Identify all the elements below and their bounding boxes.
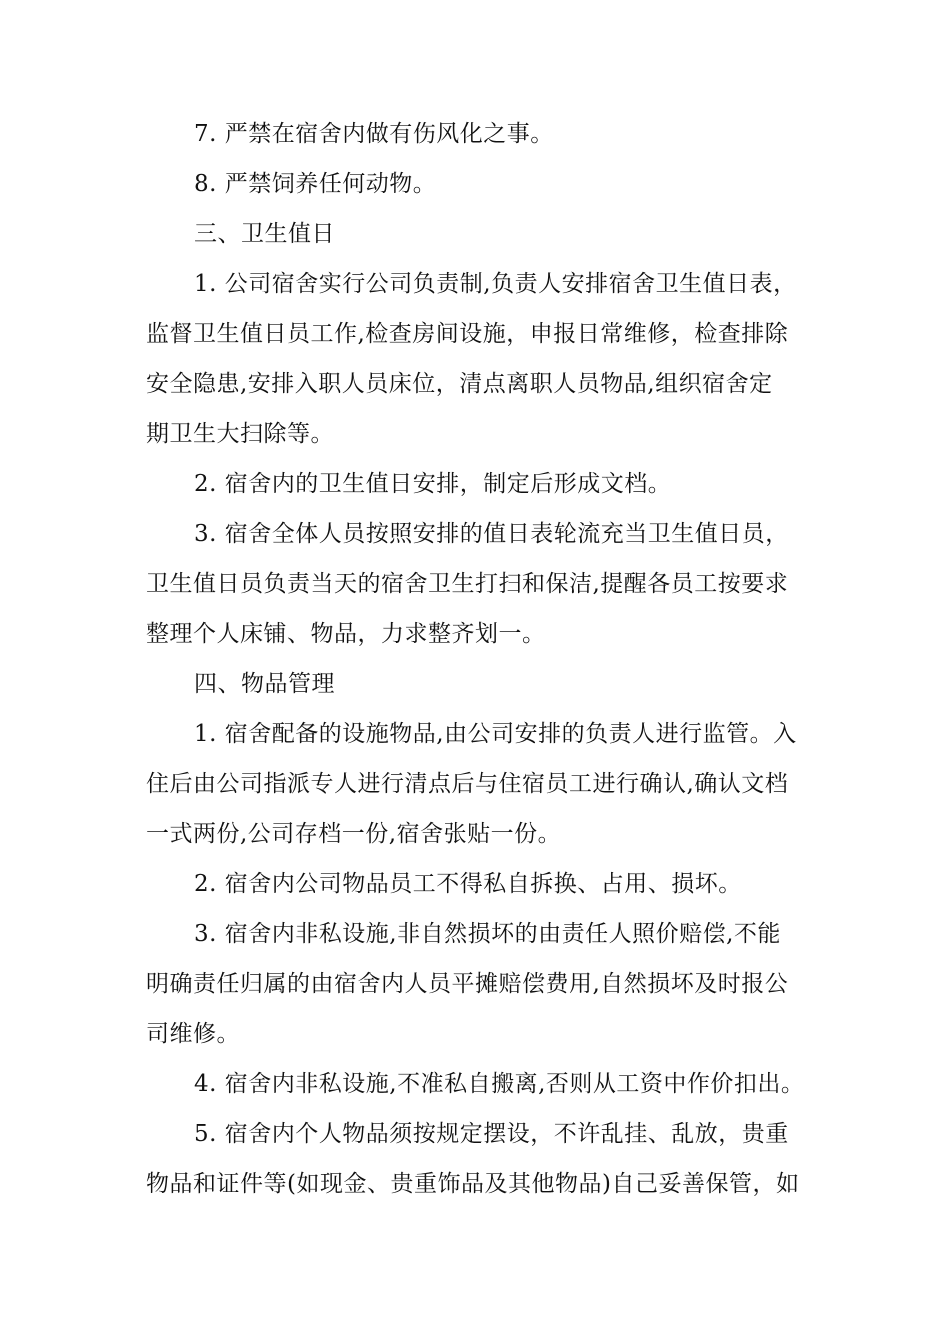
items-item-2-line: 2. 宿舍内公司物品员工不得私自拆换、占用、损坏。 (194, 871, 742, 897)
hygiene-item-2-line: 2. 宿舍内的卫生值日安排，制定后形成文档。 (194, 471, 672, 497)
items-item-1-line-2: 住后由公司指派专人进行清点后与住宿员工进行确认,确认文档 (146, 771, 789, 797)
hygiene-item-3-line-3: 整理个人床铺、物品，力求整齐划一。 (146, 621, 546, 647)
hygiene-item-1-line-3: 安全隐患,安排入职人员床位，清点离职人员物品,组织宿舍定 (146, 371, 773, 397)
items-item-1-line-3: 一式两份,公司存档一份,宿舍张贴一份。 (146, 821, 562, 847)
hygiene-item-1-line-2: 监督卫生值日员工作,检查房间设施，申报日常维修，检查排除 (146, 321, 789, 347)
items-item-1-line-1: 1. 宿舍配备的设施物品,由公司安排的负责人进行监管。入 (194, 721, 797, 747)
hygiene-item-3-line-2: 卫生值日员负责当天的宿舍卫生打扫和保洁,提醒各员工按要求 (146, 571, 789, 597)
items-item-3-line-3: 司维修。 (146, 1021, 240, 1047)
items-item-4-line: 4. 宿舍内非私设施,不准私自搬离,否则从工资中作价扣出。 (194, 1071, 805, 1097)
hygiene-item-1-line-1: 1. 公司宿舍实行公司负责制,负责人安排宿舍卫生值日表， (194, 271, 797, 297)
items-item-5-line-1: 5. 宿舍内个人物品须按规定摆设，不许乱挂、乱放，贵重 (194, 1121, 789, 1147)
rule-8-line: 8. 严禁饲养任何动物。 (194, 171, 437, 197)
items-item-5-line-2: 物品和证件等(如现金、贵重饰品及其他物品)自己妥善保管，如 (146, 1171, 800, 1197)
rule-7-line: 7. 严禁在宿舍内做有伤风化之事。 (194, 121, 554, 147)
items-item-3-line-2: 明确责任归属的由宿舍内人员平摊赔偿费用,自然损坏及时报公 (146, 971, 789, 997)
section-heading-items: 四、物品管理 (194, 671, 335, 697)
section-heading-hygiene: 三、卫生值日 (194, 221, 335, 247)
hygiene-item-3-line-1: 3. 宿舍全体人员按照安排的值日表轮流充当卫生值日员， (194, 521, 789, 547)
items-item-3-line-1: 3. 宿舍内非私设施,非自然损坏的由责任人照价赔偿,不能 (194, 921, 781, 947)
hygiene-item-1-line-4: 期卫生大扫除等。 (146, 421, 334, 447)
